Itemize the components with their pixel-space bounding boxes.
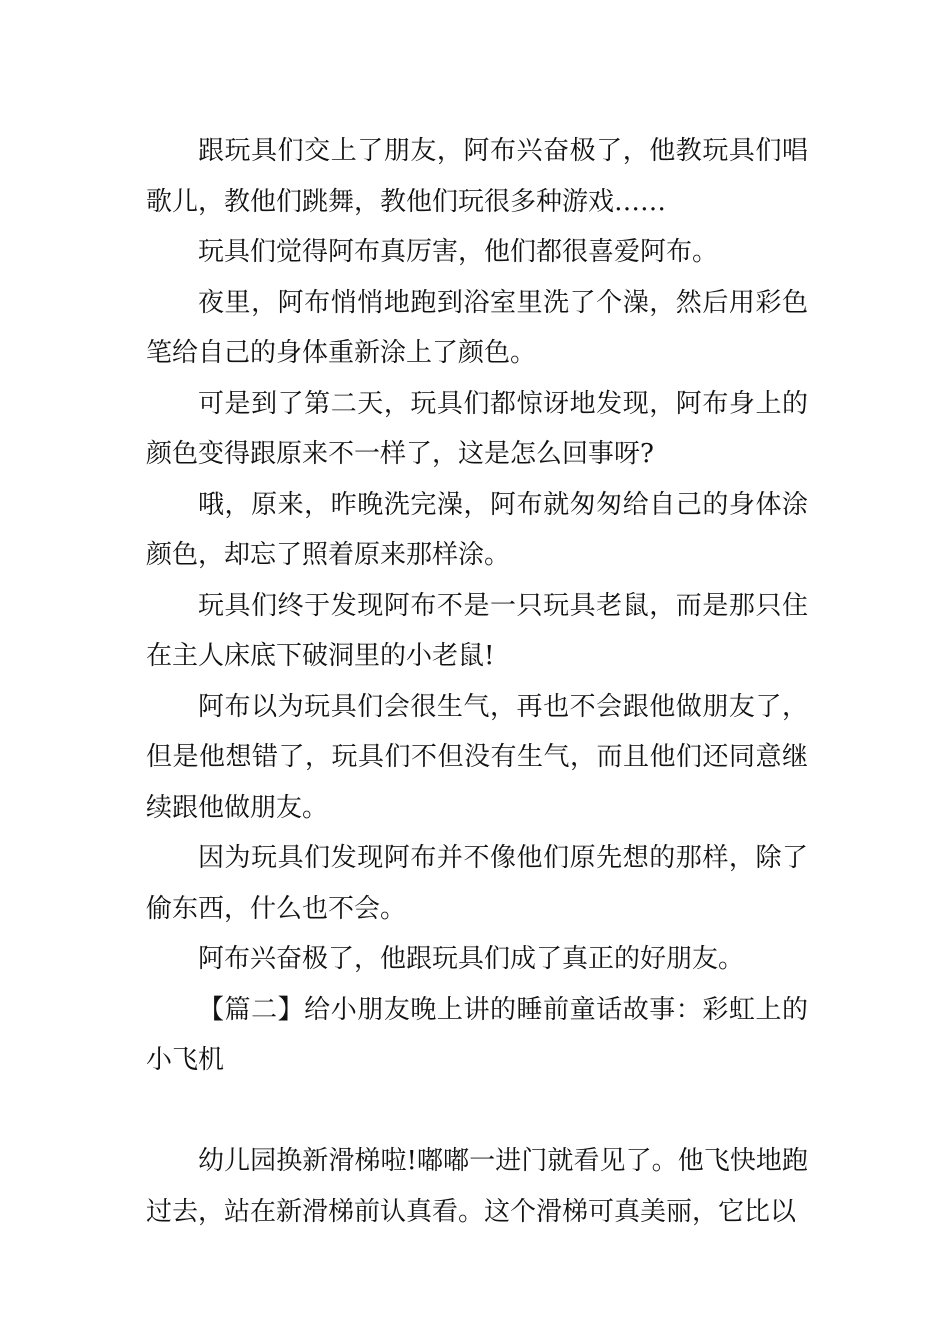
paragraph-7: 阿布以为玩具们会很生气，再也不会跟他做朋友了，但是他想错了，玩具们不但没有生气，而且他们还同意继续跟他做朋友。 [146, 691, 808, 823]
section-heading: 【篇二】给小朋友晚上讲的睡前童话故事：彩虹上的小飞机 [146, 994, 808, 1075]
blank-line [146, 1086, 808, 1137]
paragraph-6: 玩具们终于发现阿布不是一只玩具老鼠，而是那只住在主人床底下破洞里的小老鼠! [146, 590, 808, 671]
paragraph-9: 阿布兴奋极了，他跟玩具们成了真正的好朋友。 [198, 944, 745, 974]
story-text [146, 126, 808, 1237]
paragraph-10: 幼儿园换新滑梯啦!嘟嘟一进门就看见了。他飞快地跑过去，站在新滑梯前认真看。这个滑梯可真美丽，它比以 [146, 1146, 808, 1227]
paragraph-4: 可是到了第二天，玩具们都惊讶地发现，阿布身上的颜色变得跟原来不一样了，这是怎么回事呀? [146, 388, 808, 469]
paragraph-5: 哦，原来，昨晚洗完澡，阿布就匆匆给自己的身体涂颜色，却忘了照着原来那样涂。 [146, 489, 808, 570]
paragraph-2: 玩具们觉得阿布真厉害，他们都很喜爱阿布。 [198, 237, 719, 267]
paragraph-1: 跟玩具们交上了朋友，阿布兴奋极了，他教玩具们唱歌儿，教他们跳舞，教他们玩很多种游戏…… [146, 136, 808, 217]
paragraph-3: 夜里，阿布悄悄地跑到浴室里洗了个澡，然后用彩色笔给自己的身体重新涂上了颜色。 [146, 287, 808, 368]
paragraph-8: 因为玩具们发现阿布并不像他们原先想的那样，除了偷东西，什么也不会。 [146, 843, 808, 924]
